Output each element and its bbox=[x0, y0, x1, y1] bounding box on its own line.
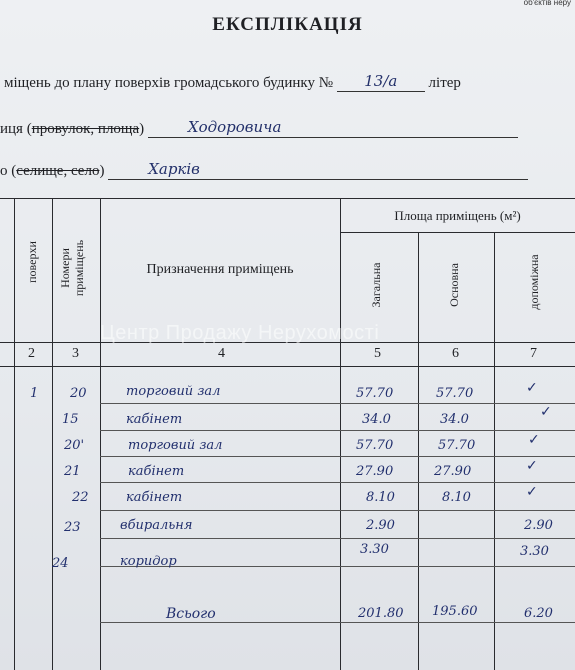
row-line bbox=[100, 482, 575, 483]
row6-total: 2.90 bbox=[366, 518, 395, 533]
row7-purpose: коридор bbox=[120, 554, 177, 569]
street-label-strike: провулок, площа bbox=[31, 121, 140, 137]
row-line bbox=[100, 510, 575, 511]
total-label: Всього bbox=[166, 606, 216, 622]
total-main: 195.60 bbox=[432, 604, 478, 619]
row1-purpose: торговий зал bbox=[126, 384, 221, 399]
row7-num: 24 bbox=[52, 556, 69, 571]
col-line-3 bbox=[340, 198, 341, 670]
index-2: 2 bbox=[28, 346, 35, 361]
watermark: Центр Продажу Нерухомості bbox=[100, 322, 380, 344]
row6-aux: 2.90 bbox=[524, 518, 553, 533]
building-number: 13/а bbox=[364, 72, 398, 90]
total-total: 201.80 bbox=[358, 606, 404, 621]
city-label-strike: селище, село bbox=[16, 163, 100, 179]
street-line bbox=[0, 118, 518, 138]
row3-purpose: торговий зал bbox=[128, 438, 223, 453]
row-line bbox=[100, 430, 575, 431]
city-label-start: о ( bbox=[0, 163, 17, 179]
street-label-end: ) bbox=[139, 121, 145, 137]
city-field bbox=[108, 160, 528, 180]
row3-aux-check: ✓ bbox=[528, 432, 540, 448]
corner-note: об'єктів неру bbox=[523, 0, 571, 7]
index-4: 4 bbox=[218, 346, 225, 361]
row2-purpose: кабінет bbox=[126, 412, 183, 427]
street-field bbox=[148, 118, 518, 138]
row1-total: 57.70 bbox=[356, 386, 394, 401]
table-top-border bbox=[0, 198, 575, 199]
row7-aux: 3.30 bbox=[520, 544, 549, 559]
row4-aux-check: ✓ bbox=[526, 458, 538, 474]
street-label-start: иця ( bbox=[0, 121, 32, 137]
street-value: Ходоровича bbox=[187, 118, 282, 136]
header-bottom-divider bbox=[0, 366, 575, 367]
row3-num: 20' bbox=[64, 438, 85, 453]
row5-main: 8.10 bbox=[442, 490, 471, 505]
city-value: Харків bbox=[148, 160, 200, 178]
row4-purpose: кабінет bbox=[128, 464, 185, 479]
row3-total: 57.70 bbox=[356, 438, 394, 453]
index-7: 7 bbox=[530, 346, 537, 361]
row-line bbox=[100, 456, 575, 457]
explication-table bbox=[0, 198, 575, 670]
row6-purpose: вбиральня bbox=[120, 518, 193, 533]
row5-total: 8.10 bbox=[366, 490, 395, 505]
city-line bbox=[0, 160, 528, 180]
row5-num: 22 bbox=[72, 490, 89, 505]
row2-num: 15 bbox=[62, 412, 79, 427]
row2-total: 34.0 bbox=[362, 412, 391, 427]
header-area-group: Площа приміщень (м²) bbox=[394, 208, 521, 223]
index-3: 3 bbox=[72, 346, 79, 361]
city-label-end: ) bbox=[99, 163, 105, 179]
row3-main: 57.70 bbox=[438, 438, 476, 453]
building-line-prefix: міщень до плану поверхів громадського будинку № bbox=[4, 75, 334, 91]
row-line bbox=[100, 403, 575, 404]
index-6: 6 bbox=[452, 346, 459, 361]
header-room-numbers: Номери приміщень bbox=[58, 239, 86, 297]
col-line-1 bbox=[52, 198, 53, 670]
building-line bbox=[4, 72, 461, 92]
row6-num: 23 bbox=[64, 520, 81, 535]
building-line-suffix: літер bbox=[428, 75, 461, 91]
row4-main: 27.90 bbox=[434, 464, 472, 479]
row1-num: 20 bbox=[70, 386, 87, 401]
row5-purpose: кабінет bbox=[126, 490, 183, 505]
row1-main: 57.70 bbox=[436, 386, 474, 401]
header-floors: поверхи bbox=[25, 241, 39, 283]
building-number-field bbox=[337, 72, 425, 92]
col-line-5 bbox=[494, 232, 495, 670]
row1-aux-check: ✓ bbox=[526, 380, 538, 396]
row-line bbox=[100, 622, 575, 623]
header-total: Загальна bbox=[369, 262, 383, 308]
row7-total: 3.30 bbox=[360, 542, 389, 557]
header-purpose: Призначення приміщень bbox=[146, 262, 294, 277]
row2-main: 34.0 bbox=[440, 412, 469, 427]
row-line bbox=[100, 538, 575, 539]
row1-floor: 1 bbox=[30, 386, 39, 401]
total-aux: 6.20 bbox=[524, 606, 553, 621]
row2-aux-check: ✓ bbox=[540, 404, 552, 420]
document-title: ЕКСПЛІКАЦІЯ bbox=[212, 14, 363, 35]
row5-aux-check: ✓ bbox=[526, 484, 538, 500]
index-5: 5 bbox=[374, 346, 381, 361]
header-main: Основна bbox=[447, 263, 461, 307]
col-line-0 bbox=[14, 198, 15, 670]
header-aux: допоміжна bbox=[527, 254, 541, 310]
row4-total: 27.90 bbox=[356, 464, 394, 479]
row4-num: 21 bbox=[64, 464, 81, 479]
col-line-4 bbox=[418, 232, 419, 670]
area-group-divider bbox=[340, 232, 575, 233]
